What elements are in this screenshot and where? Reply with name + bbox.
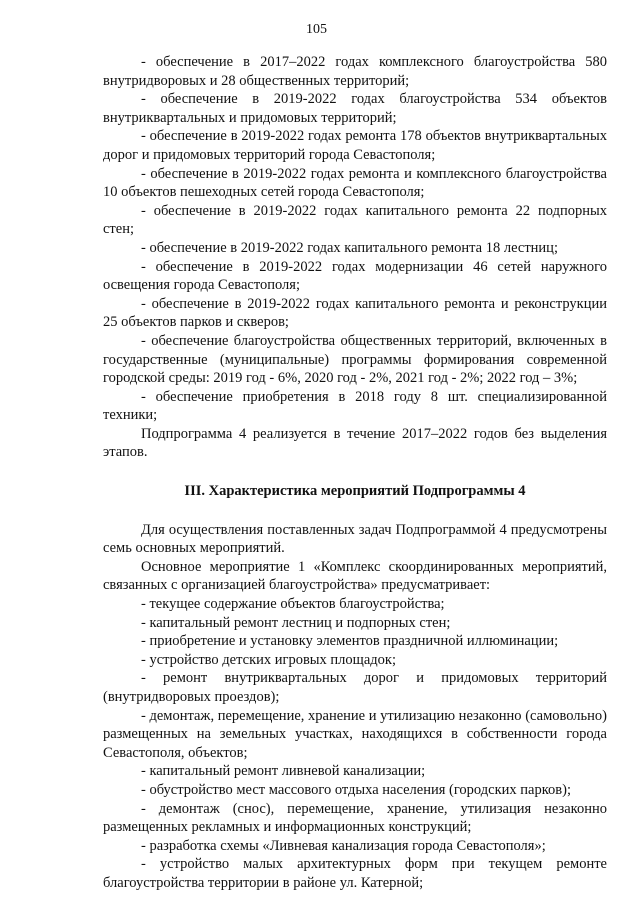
list-item: - обеспечение благоустройства общественных территорий, включенных в государственные (муниципальные) программы формирования современной городской среды: 2019 год - 6%, 2020 год - 2%, 2021 год - 2%; 2022 год – 3%; (103, 332, 607, 387)
document-body (103, 53, 607, 893)
list-item: - обеспечение в 2019-2022 годах ремонта и комплексного благоустройства 10 объектов пешеходных сетей города Севастополя; (103, 165, 607, 201)
page-number: 105 (306, 22, 327, 37)
list-item: - обеспечение в 2019-2022 годах модернизации 46 сетей наружного освещения города Севастополя; (103, 258, 607, 294)
list-item: - устройство малых архитектурных форм при текущем ремонте благоустройства территории в районе ул. Катерной; (103, 856, 607, 891)
list-item: - устройство детских игровых площадок; (141, 651, 396, 668)
list-item: - обеспечение в 2019-2022 годах капитального ремонта и реконструкции 25 объектов парков и скверов; (103, 295, 607, 331)
list-item: - обеспечение приобретения в 2018 году 8 шт. специализированной техники; (103, 388, 607, 424)
list-item: - разработка схемы «Ливневая канализация города Севастополя»; (141, 837, 546, 854)
list-item: - обеспечение в 2017–2022 годах комплексного благоустройства 580 внутридворовых и 28 общественных территорий; (103, 54, 607, 89)
achievements-list (103, 53, 607, 462)
intro-paragraph: Для осуществления поставленных задач Подпрограммой 4 предусмотрены семь основных мероприятий. (103, 521, 607, 557)
list-item: - капитальный ремонт ливневой канализации; (141, 763, 426, 780)
list-item: Подпрограмма 4 реализуется в течение 2017–2022 годов без выделения этапов. (103, 425, 607, 461)
list-item: - капитальный ремонт лестниц и подпорных стен; (141, 614, 451, 631)
list-item: - обустройство мест массового отдыха населения (городских парков); (141, 781, 571, 798)
list-item: - демонтаж (снос), перемещение, хранение, утилизация незаконно размещенных рекламных и информационных конструкций; (103, 800, 607, 836)
list-item: - обеспечение в 2019-2022 годах ремонта 178 объектов внутриквартальных дорог и придомовых территорий города Севастополя; (103, 128, 607, 163)
section-heading: III. Характеристика мероприятий Подпрограммы 4 (184, 483, 526, 500)
list-item: - демонтаж, перемещение, хранение и утилизацию незаконно (самовольно) размещенных на земельных участках, находящихся в собственности города Севастополя, объектов; (103, 707, 607, 761)
measure-1-intro: Основное мероприятие 1 «Комплекс скоординированных мероприятий, связанных с организацией благоустройства» предусматривает: (103, 558, 607, 594)
measure-1-list (103, 595, 607, 893)
list-item: - обеспечение в 2019-2022 годах капитального ремонта 22 подпорных стен; (103, 202, 607, 238)
list-item: - ремонт внутриквартальных дорог и придомовых территорий (внутридворовых проездов); (103, 670, 607, 705)
list-item: - приобретение и установку элементов праздничной иллюминации; (141, 633, 559, 650)
list-item: - обеспечение в 2019-2022 годах капитального ремонта 18 лестниц; (141, 239, 558, 256)
list-item: - текущее содержание объектов благоустройства; (141, 596, 445, 613)
list-item: - обеспечение в 2019-2022 годах благоустройства 534 объектов внутриквартальных и придомовых территорий; (103, 91, 607, 126)
